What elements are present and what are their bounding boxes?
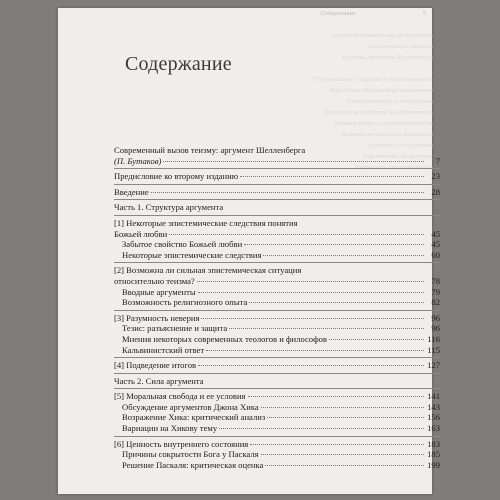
running-head: Содержание [320,10,356,17]
toc-page-number: 127 [427,360,440,371]
bleed-line: Аргументы от следствий [365,142,433,149]
toc-page-number: 115 [427,344,440,355]
table-of-contents [114,145,440,470]
toc-page-number: 7 [435,155,440,166]
toc-part-heading [114,202,440,213]
toc-entry-title: (П. Бутаков) [114,155,162,166]
toc-entry [114,345,440,356]
toc-page-number: 199 [427,459,440,470]
toc-entry-title: Возможность религиозного опыта [122,297,248,308]
toc-entry [114,218,440,229]
bleed-line: Разумность ответственности [354,164,433,171]
toc-entry-title: [5] Моральная свобода и ее условия [114,391,246,402]
page-number: 5 [422,10,426,17]
section-divider [114,184,440,185]
toc-entry [114,145,440,156]
toc-page-number: 28 [431,186,440,197]
toc-entry [114,187,440,198]
toc-entry-title: Некоторые эпистемические следствия [122,249,262,260]
toc-page-number: 82 [431,297,440,308]
toc-entry-title: Современный вызов теизму: аргумент Шелленберга [114,145,306,155]
toc-entry [114,250,440,261]
section-divider [114,262,440,263]
toc-entry-title: Введение [114,186,149,197]
toc-page-number: 96 [431,323,440,334]
section-divider [114,168,440,169]
book-page [58,8,440,494]
bleed-line [243,63,433,74]
toc-page-number: 60 [431,249,440,260]
toc-page-number: 163 [427,423,440,434]
toc-entry-title: Божьей любви [114,228,168,239]
dot-leader [265,465,424,466]
section-divider [114,215,440,216]
toc-entry [114,402,440,413]
dot-leader [329,339,424,340]
toc-entry [114,439,440,450]
toc-entry-title: Забытое свойство Божьей любви [122,239,243,250]
toc-entry-title: Предисловие ко второму изданию [114,171,239,182]
toc-entry-title: Мнения некоторых современных теологов и философов [122,333,327,344]
bleed-line: Предлагая воздействий и собственность [323,109,433,116]
toc-entry-title: Часть 2. Сила аргумента [114,375,204,386]
bleed-line: Как отвечать на аргумент [363,153,433,160]
toc-entry [114,265,440,276]
dot-leader [198,292,424,293]
toc-entry-title: [3] Разумность неверия [114,312,200,323]
toc-entry-title: Причины сокрытости Бога у Паскаля [122,449,259,460]
section-divider [114,357,440,358]
dot-leader [206,350,424,351]
dot-leader [197,281,424,282]
toc-entry-title: [6] Ценность внутреннего состояния [114,438,249,449]
dot-leader [261,407,424,408]
toc-entry-title: [1] Некоторые эпистемические следствия понятия [114,217,298,228]
bleed-line: Критика аргумента Шелленберга [342,54,433,61]
toc-entry [114,239,440,250]
bleed-line: Апологетика и характер [367,43,433,50]
dot-leader [261,454,424,455]
section-divider [114,310,440,311]
toc-page-number: 116 [427,333,440,344]
toc-entry-title: относительно теизма? [114,275,195,286]
dot-leader [163,161,424,162]
toc-entry [114,276,440,287]
section-divider [114,388,440,389]
section-divider [114,199,440,200]
toc-page-number: 79 [431,286,440,297]
toc-entry [114,460,440,471]
page-title: Содержание [125,53,232,75]
toc-entry-title: Вводные аргументы [122,286,196,297]
dot-leader [263,255,424,256]
section-divider [114,436,440,437]
toc-entry-title: Тезис: разъяснение и защита [122,323,228,334]
toc-entry-title: Решение Паскаля: критическая оценка [122,459,264,470]
toc-entry [114,391,440,402]
toc-entry-title: Возражение Хика: критический анализ [122,412,266,423]
toc-page-number: 96 [431,312,440,323]
toc-page-number: 143 [427,401,440,412]
toc-entry-title: Вариации на Хикову тему [122,423,218,434]
toc-page-number: 45 [431,228,440,239]
dot-leader [248,396,425,397]
bleed-line: Ответственность и последствия [346,98,433,105]
dot-leader [244,244,424,245]
dot-leader [151,192,424,193]
toc-entry [114,449,440,460]
toc-part-heading [114,376,440,387]
toc-page-number: 156 [427,412,440,423]
toc-entry [114,412,440,423]
toc-entry [114,156,440,167]
dot-leader [250,444,424,445]
toc-entry-title: [2] Возможна ли сильная эпистемическая ситуация [114,265,302,276]
bleed-line: Важные вопросы и ответственность [334,120,433,127]
toc-entry [114,313,440,324]
toc-page-number: 45 [431,239,440,250]
toc-entry-title: [4] Подведение итогов [114,360,197,371]
toc-page-number: 78 [431,275,440,286]
toc-entry [114,171,440,182]
toc-entry-title: Кальвинистский ответ [122,344,205,355]
toc-entry [114,229,440,240]
bleed-line: Критика аргумента на моральной [341,131,433,138]
toc-entry [114,323,440,334]
toc-page-number: 141 [427,391,440,402]
section-divider [114,373,440,374]
dot-leader [169,234,424,235]
toc-page-number: 23 [431,171,440,182]
dot-leader [229,328,424,329]
dot-leader [201,318,424,319]
bleed-line: Вера Хиков-Шелленберг и изменения [329,87,433,94]
dot-leader [249,302,424,303]
toc-entry [114,334,440,345]
toc-entry [114,423,440,434]
toc-entry [114,297,440,308]
toc-page-number: 183 [427,438,440,449]
dot-leader [240,176,424,177]
toc-entry-title: Обсуждение аргументов Джона Хика [122,401,259,412]
dot-leader [198,365,424,366]
toc-entry [114,287,440,298]
toc-entry-title: Часть 1. Структура аргумента [114,202,224,213]
toc-page-number: 185 [427,449,440,460]
dot-leader [267,417,424,418]
bleed-line: Аргумент неявного как абстрактного [332,32,433,39]
bleed-line: [7] Проявление, сокрытие и ответственность [311,76,433,83]
toc-entry [114,360,440,371]
dot-leader [219,428,424,429]
